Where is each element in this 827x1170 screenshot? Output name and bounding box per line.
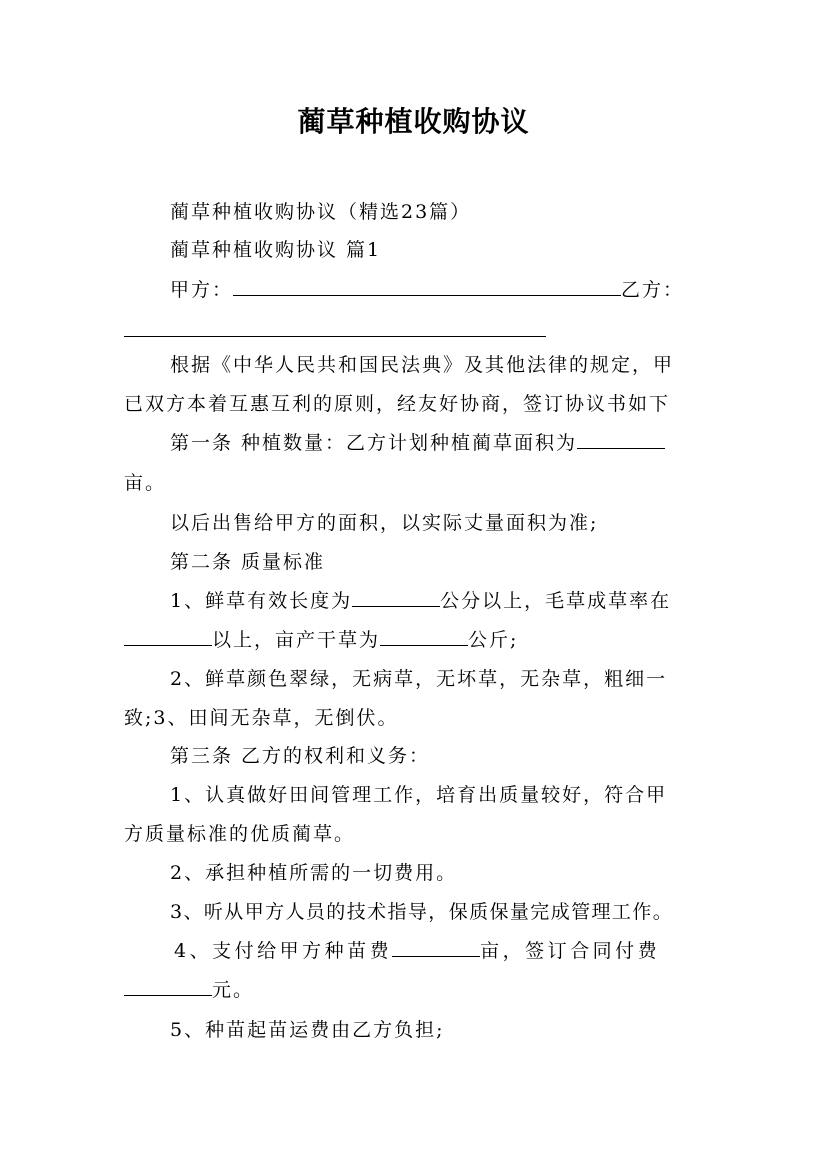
document-subtitle: 蔺草种植收购协议（精选23篇）: [170, 201, 472, 223]
length-label: 1、鲜草有效长度为: [170, 590, 353, 612]
article-1-line-2: 亩。: [124, 472, 167, 494]
article-3-item-2: 2、承担种植所需的一切费用。: [170, 862, 458, 884]
seedling-fee-blank: [392, 938, 480, 957]
chapter-heading: 蔺草种植收购协议 篇1: [170, 239, 382, 261]
party-b-label: 乙方：: [621, 279, 685, 301]
party-b-blank: [124, 336, 546, 337]
area-blank: [577, 430, 665, 449]
yield-blank: [380, 627, 468, 646]
rate-blank: [124, 627, 212, 646]
article-3-title: 第三条 乙方的权利和义务：: [170, 745, 431, 767]
yuan-unit: 元。: [212, 979, 255, 1001]
article-1-line-3: 以后出售给甲方的面积，以实际丈量面积为准;: [170, 512, 599, 534]
article-2-title: 第二条 质量标准: [170, 551, 326, 573]
article-2-item-1-line-1: [170, 588, 671, 614]
article-3-item-5: 5、种苗起苗运费由乙方负担;: [170, 1019, 445, 1041]
article-3-item-1-line-1: 1、认真做好田间管理工作，培育出质量较好，符合甲: [170, 784, 668, 806]
paragraph-1-line-1: 根据《中华人民共和国民法典》及其他法律的规定，甲: [170, 354, 675, 376]
party-a-blank: [233, 277, 621, 296]
document-title: 蔺草种植收购协议: [297, 105, 530, 138]
article-1-line-1: [170, 430, 665, 456]
length-blank: [352, 588, 440, 607]
article-2-item-1-line-2: [124, 627, 518, 653]
parties-line: [170, 277, 684, 303]
article-3-item-1-line-2: 方质量标准的优质蔺草。: [124, 823, 356, 845]
article-1-text: 第一条 种植数量：乙方计划种植蔺草面积为: [170, 432, 578, 454]
contract-fee-blank: [124, 977, 212, 996]
article-3-item-4-line-1: [174, 938, 660, 964]
article-3-item-3: 3、听从甲方人员的技术指导，保质保量完成管理工作。: [170, 901, 674, 923]
paragraph-1-line-2: 已双方本着互惠互利的原则，经友好协商，签订协议书如下: [124, 393, 671, 415]
yield-unit: 公斤;: [468, 629, 519, 651]
article-3-item-4-line-2: [124, 977, 254, 1003]
party-a-label: 甲方：: [170, 279, 234, 301]
rate-label: 公分以上，毛草成草率在: [440, 590, 672, 612]
article-2-item-2-line-2: 致;3、田间无杂草，无倒伏。: [124, 707, 399, 729]
seedling-fee-label: 4、支付给甲方种苗费: [174, 940, 393, 962]
contract-fee-label: 亩，签订合同付费: [480, 940, 661, 962]
article-2-item-2-line-1: 2、鲜草颜色翠绿，无病草，无坏草，无杂草，粗细一: [170, 668, 668, 690]
yield-label: 以上，亩产干草为: [212, 629, 381, 651]
